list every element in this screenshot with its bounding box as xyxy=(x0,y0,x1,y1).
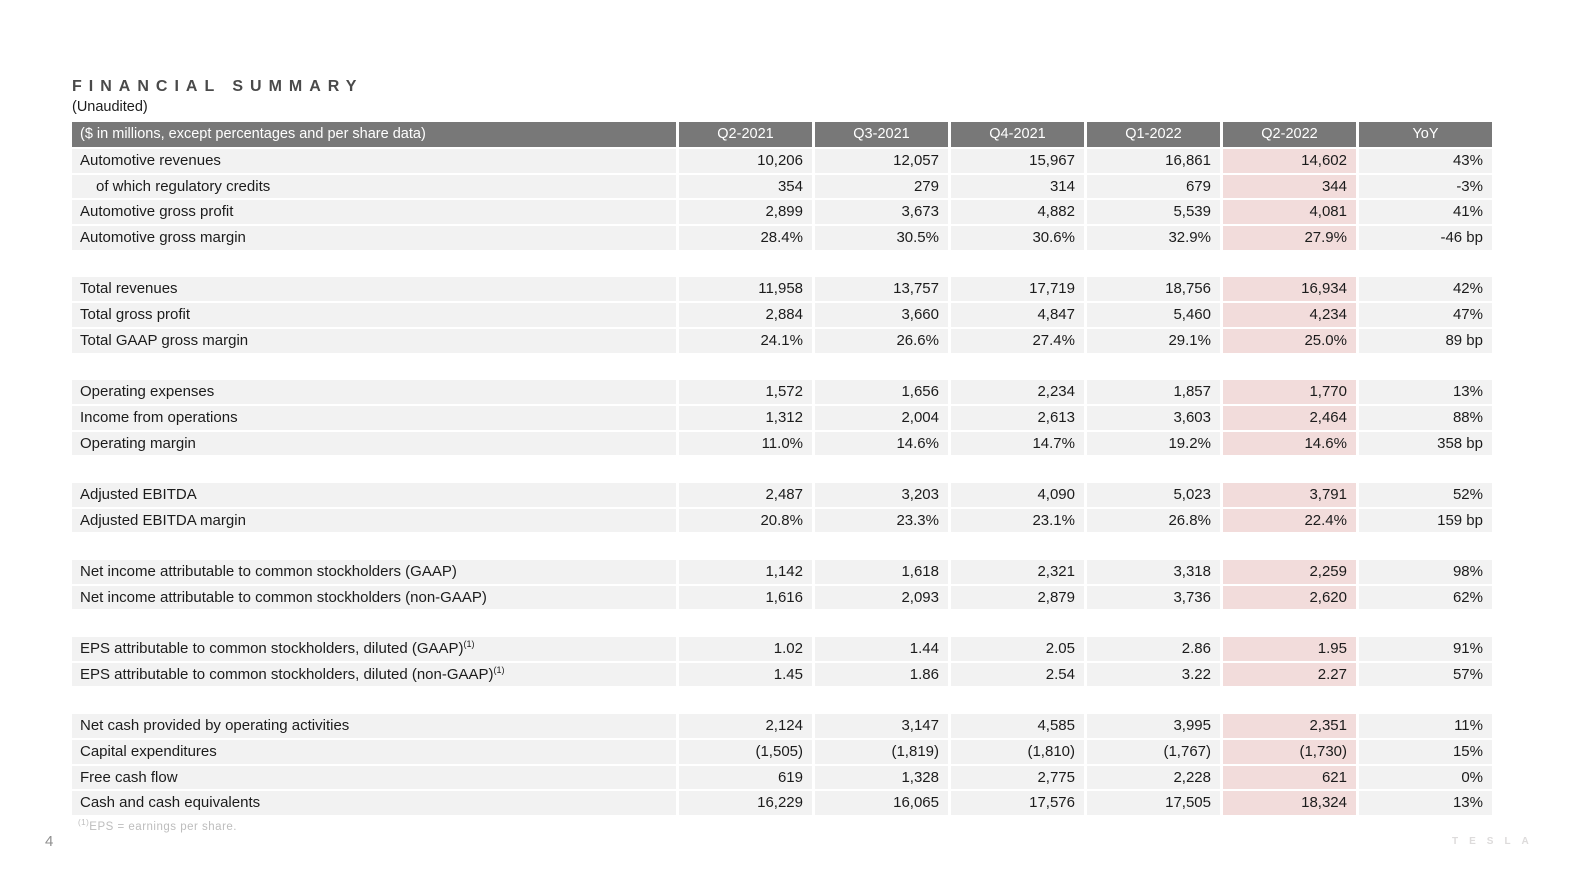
section-spacer xyxy=(72,355,1495,379)
row-label: Operating margin xyxy=(72,432,676,456)
row-label: Total gross profit xyxy=(72,303,676,327)
table-cell: 2,004 xyxy=(815,406,948,430)
table-cell: 28.4% xyxy=(679,226,812,250)
table-cell: 12,057 xyxy=(815,149,948,173)
column-header-q2-2022: Q2-2022 xyxy=(1223,122,1356,147)
table-cell: 2,093 xyxy=(815,586,948,610)
row-label: Income from operations xyxy=(72,406,676,430)
table-cell: 2,351 xyxy=(1223,714,1356,738)
table-cell: 10,206 xyxy=(679,149,812,173)
table-cell: 1,572 xyxy=(679,380,812,404)
table-row xyxy=(72,766,1495,790)
table-cell: 3,660 xyxy=(815,303,948,327)
table-cell: 30.6% xyxy=(951,226,1084,250)
section-spacer xyxy=(72,252,1495,276)
table-cell: 1,142 xyxy=(679,560,812,584)
table-cell: 5,023 xyxy=(1087,483,1220,507)
table-cell: 11.0% xyxy=(679,432,812,456)
table-cell: 2,884 xyxy=(679,303,812,327)
table-cell: 4,585 xyxy=(951,714,1084,738)
table-cell: 1.95 xyxy=(1223,637,1356,661)
table-cell: 98% xyxy=(1359,560,1492,584)
table-row xyxy=(72,329,1495,353)
table-cell: 1.44 xyxy=(815,637,948,661)
table-row xyxy=(72,200,1495,224)
table-cell: (1,819) xyxy=(815,740,948,764)
table-cell: (1,505) xyxy=(679,740,812,764)
table-cell: 3,995 xyxy=(1087,714,1220,738)
table-cell: 30.5% xyxy=(815,226,948,250)
row-label: Automotive revenues xyxy=(72,149,676,173)
table-cell: 13,757 xyxy=(815,277,948,301)
table-cell: 23.1% xyxy=(951,509,1084,533)
section-spacer xyxy=(72,457,1495,481)
table-row xyxy=(72,432,1495,456)
table-cell: 5,539 xyxy=(1087,200,1220,224)
table-cell: 2,879 xyxy=(951,586,1084,610)
table-cell: 14.7% xyxy=(951,432,1084,456)
table-row xyxy=(72,714,1495,738)
table-row xyxy=(72,586,1495,610)
table-cell: 13% xyxy=(1359,380,1492,404)
section-spacer xyxy=(72,611,1495,635)
table-cell: 23.3% xyxy=(815,509,948,533)
table-row xyxy=(72,303,1495,327)
row-label: Net cash provided by operating activities xyxy=(72,714,676,738)
table-cell: 5,460 xyxy=(1087,303,1220,327)
table-cell: 2,487 xyxy=(679,483,812,507)
footnote-text: EPS = earnings per share. xyxy=(89,821,237,833)
table-cell: 29.1% xyxy=(1087,329,1220,353)
table-row xyxy=(72,483,1495,507)
table-row xyxy=(72,637,1495,661)
table-cell: 18,756 xyxy=(1087,277,1220,301)
table-cell: 1.86 xyxy=(815,663,948,687)
table-cell: 17,719 xyxy=(951,277,1084,301)
row-label: Free cash flow xyxy=(72,766,676,790)
table-cell: -3% xyxy=(1359,175,1492,199)
table-cell: 89 bp xyxy=(1359,329,1492,353)
table-cell: 3,318 xyxy=(1087,560,1220,584)
column-header-q4-2021: Q4-2021 xyxy=(951,122,1084,147)
table-cell: 1.02 xyxy=(679,637,812,661)
table-cell: 2,899 xyxy=(679,200,812,224)
table-cell: 16,861 xyxy=(1087,149,1220,173)
page-title: FINANCIAL SUMMARY xyxy=(72,78,364,95)
section-spacer xyxy=(72,688,1495,712)
table-cell: 14.6% xyxy=(815,432,948,456)
table-cell: 0% xyxy=(1359,766,1492,790)
table-cell: 2,259 xyxy=(1223,560,1356,584)
table-cell: 2.05 xyxy=(951,637,1084,661)
table-cell: 619 xyxy=(679,766,812,790)
table-cell: 4,847 xyxy=(951,303,1084,327)
table-cell: 16,229 xyxy=(679,791,812,815)
page-subtitle: (Unaudited) xyxy=(72,99,148,115)
row-label: Adjusted EBITDA margin xyxy=(72,509,676,533)
table-cell: 11% xyxy=(1359,714,1492,738)
row-label: EPS attributable to common stockholders, diluted (GAAP)$^{(1)}$ xyxy=(72,637,676,661)
table-cell: 2,613 xyxy=(951,406,1084,430)
table-cell: 26.8% xyxy=(1087,509,1220,533)
row-label: Capital expenditures xyxy=(72,740,676,764)
table-cell: 3,736 xyxy=(1087,586,1220,610)
table-cell: 2.86 xyxy=(1087,637,1220,661)
table-cell: 14,602 xyxy=(1223,149,1356,173)
table-cell: 4,090 xyxy=(951,483,1084,507)
table-cell: 159 bp xyxy=(1359,509,1492,533)
table-cell: 3,791 xyxy=(1223,483,1356,507)
table-cell: 2,775 xyxy=(951,766,1084,790)
table-cell: 27.9% xyxy=(1223,226,1356,250)
table-header-row xyxy=(72,122,1495,147)
table-cell: (1,810) xyxy=(951,740,1084,764)
row-label: Net income attributable to common stockholders (non-GAAP) xyxy=(72,586,676,610)
table-cell: 15,967 xyxy=(951,149,1084,173)
table-cell: 14.6% xyxy=(1223,432,1356,456)
table-cell: 16,934 xyxy=(1223,277,1356,301)
table-cell: 344 xyxy=(1223,175,1356,199)
table-cell: 1,312 xyxy=(679,406,812,430)
table-cell: 2,234 xyxy=(951,380,1084,404)
table-cell: 15% xyxy=(1359,740,1492,764)
table-row xyxy=(72,560,1495,584)
table-cell: 41% xyxy=(1359,200,1492,224)
table-row xyxy=(72,277,1495,301)
table-cell: 2,228 xyxy=(1087,766,1220,790)
table-cell: 16,065 xyxy=(815,791,948,815)
table-cell: 19.2% xyxy=(1087,432,1220,456)
table-row xyxy=(72,509,1495,533)
table-cell: 25.0% xyxy=(1223,329,1356,353)
row-label: Total revenues xyxy=(72,277,676,301)
row-label: Operating expenses xyxy=(72,380,676,404)
table-cell: 3,603 xyxy=(1087,406,1220,430)
footnote xyxy=(78,818,237,833)
table-cell: 27.4% xyxy=(951,329,1084,353)
row-label: of which regulatory credits xyxy=(72,175,676,199)
table-cell: 2.27 xyxy=(1223,663,1356,687)
table-cell: 43% xyxy=(1359,149,1492,173)
table-cell: 52% xyxy=(1359,483,1492,507)
column-header-q1-2022: Q1-2022 xyxy=(1087,122,1220,147)
row-label: Cash and cash equivalents xyxy=(72,791,676,815)
table-cell: 3,673 xyxy=(815,200,948,224)
table-cell: 3,203 xyxy=(815,483,948,507)
row-label: Net income attributable to common stockholders (GAAP) xyxy=(72,560,676,584)
table-row xyxy=(72,175,1495,199)
table-cell: 22.4% xyxy=(1223,509,1356,533)
table-cell: 2,321 xyxy=(951,560,1084,584)
table-cell: 88% xyxy=(1359,406,1492,430)
table-cell: 47% xyxy=(1359,303,1492,327)
table-cell: 24.1% xyxy=(679,329,812,353)
table-cell: 358 bp xyxy=(1359,432,1492,456)
table-body xyxy=(72,149,1495,815)
column-header-yoy: YoY xyxy=(1359,122,1492,147)
table-cell: 2,124 xyxy=(679,714,812,738)
table-cell: 42% xyxy=(1359,277,1492,301)
table-cell: -46 bp xyxy=(1359,226,1492,250)
table-cell: 1,616 xyxy=(679,586,812,610)
table-cell: 4,882 xyxy=(951,200,1084,224)
table-cell: (1,767) xyxy=(1087,740,1220,764)
table-row xyxy=(72,791,1495,815)
table-cell: 2,620 xyxy=(1223,586,1356,610)
table-header-label: ($ in millions, except percentages and per share data) xyxy=(72,122,676,147)
table-cell: 2.54 xyxy=(951,663,1084,687)
table-cell: 62% xyxy=(1359,586,1492,610)
footnote-superscript: (1) xyxy=(78,818,90,828)
table-row xyxy=(72,663,1495,687)
table-cell: 1.45 xyxy=(679,663,812,687)
table-cell: 621 xyxy=(1223,766,1356,790)
table-row xyxy=(72,406,1495,430)
row-label: Adjusted EBITDA xyxy=(72,483,676,507)
table-cell: 4,234 xyxy=(1223,303,1356,327)
table-cell: 354 xyxy=(679,175,812,199)
section-spacer xyxy=(72,534,1495,558)
table-cell: 17,576 xyxy=(951,791,1084,815)
table-row xyxy=(72,380,1495,404)
table-cell: 26.6% xyxy=(815,329,948,353)
row-label-superscript: (1) xyxy=(463,639,475,650)
table-cell: 1,770 xyxy=(1223,380,1356,404)
table-cell: 314 xyxy=(951,175,1084,199)
table-cell: 279 xyxy=(815,175,948,199)
table-row xyxy=(72,226,1495,250)
table-cell: 18,324 xyxy=(1223,791,1356,815)
table-cell: 57% xyxy=(1359,663,1492,687)
table-row xyxy=(72,740,1495,764)
row-label: Automotive gross margin xyxy=(72,226,676,250)
column-header-q2-2021: Q2-2021 xyxy=(679,122,812,147)
table-cell: 1,328 xyxy=(815,766,948,790)
table-cell: 679 xyxy=(1087,175,1220,199)
table-cell: 17,505 xyxy=(1087,791,1220,815)
row-label: Total GAAP gross margin xyxy=(72,329,676,353)
table-cell: 13% xyxy=(1359,791,1492,815)
row-label: EPS attributable to common stockholders, diluted (non-GAAP)$^{(1)}$ xyxy=(72,663,676,687)
table-cell: 91% xyxy=(1359,637,1492,661)
table-cell: 11,958 xyxy=(679,277,812,301)
table-cell: 1,857 xyxy=(1087,380,1220,404)
table-cell: 2,464 xyxy=(1223,406,1356,430)
table-row xyxy=(72,149,1495,173)
table-cell: (1,730) xyxy=(1223,740,1356,764)
row-label: Automotive gross profit xyxy=(72,200,676,224)
row-label-superscript: (1) xyxy=(493,664,505,675)
column-header-q3-2021: Q3-2021 xyxy=(815,122,948,147)
table-cell: 3.22 xyxy=(1087,663,1220,687)
table-cell: 1,656 xyxy=(815,380,948,404)
tesla-logo: TESLA xyxy=(1452,836,1540,847)
table-cell: 4,081 xyxy=(1223,200,1356,224)
financial-table xyxy=(72,122,1495,817)
table-cell: 3,147 xyxy=(815,714,948,738)
page-number: 4 xyxy=(45,833,54,850)
table-cell: 20.8% xyxy=(679,509,812,533)
table-cell: 32.9% xyxy=(1087,226,1220,250)
table-cell: 1,618 xyxy=(815,560,948,584)
